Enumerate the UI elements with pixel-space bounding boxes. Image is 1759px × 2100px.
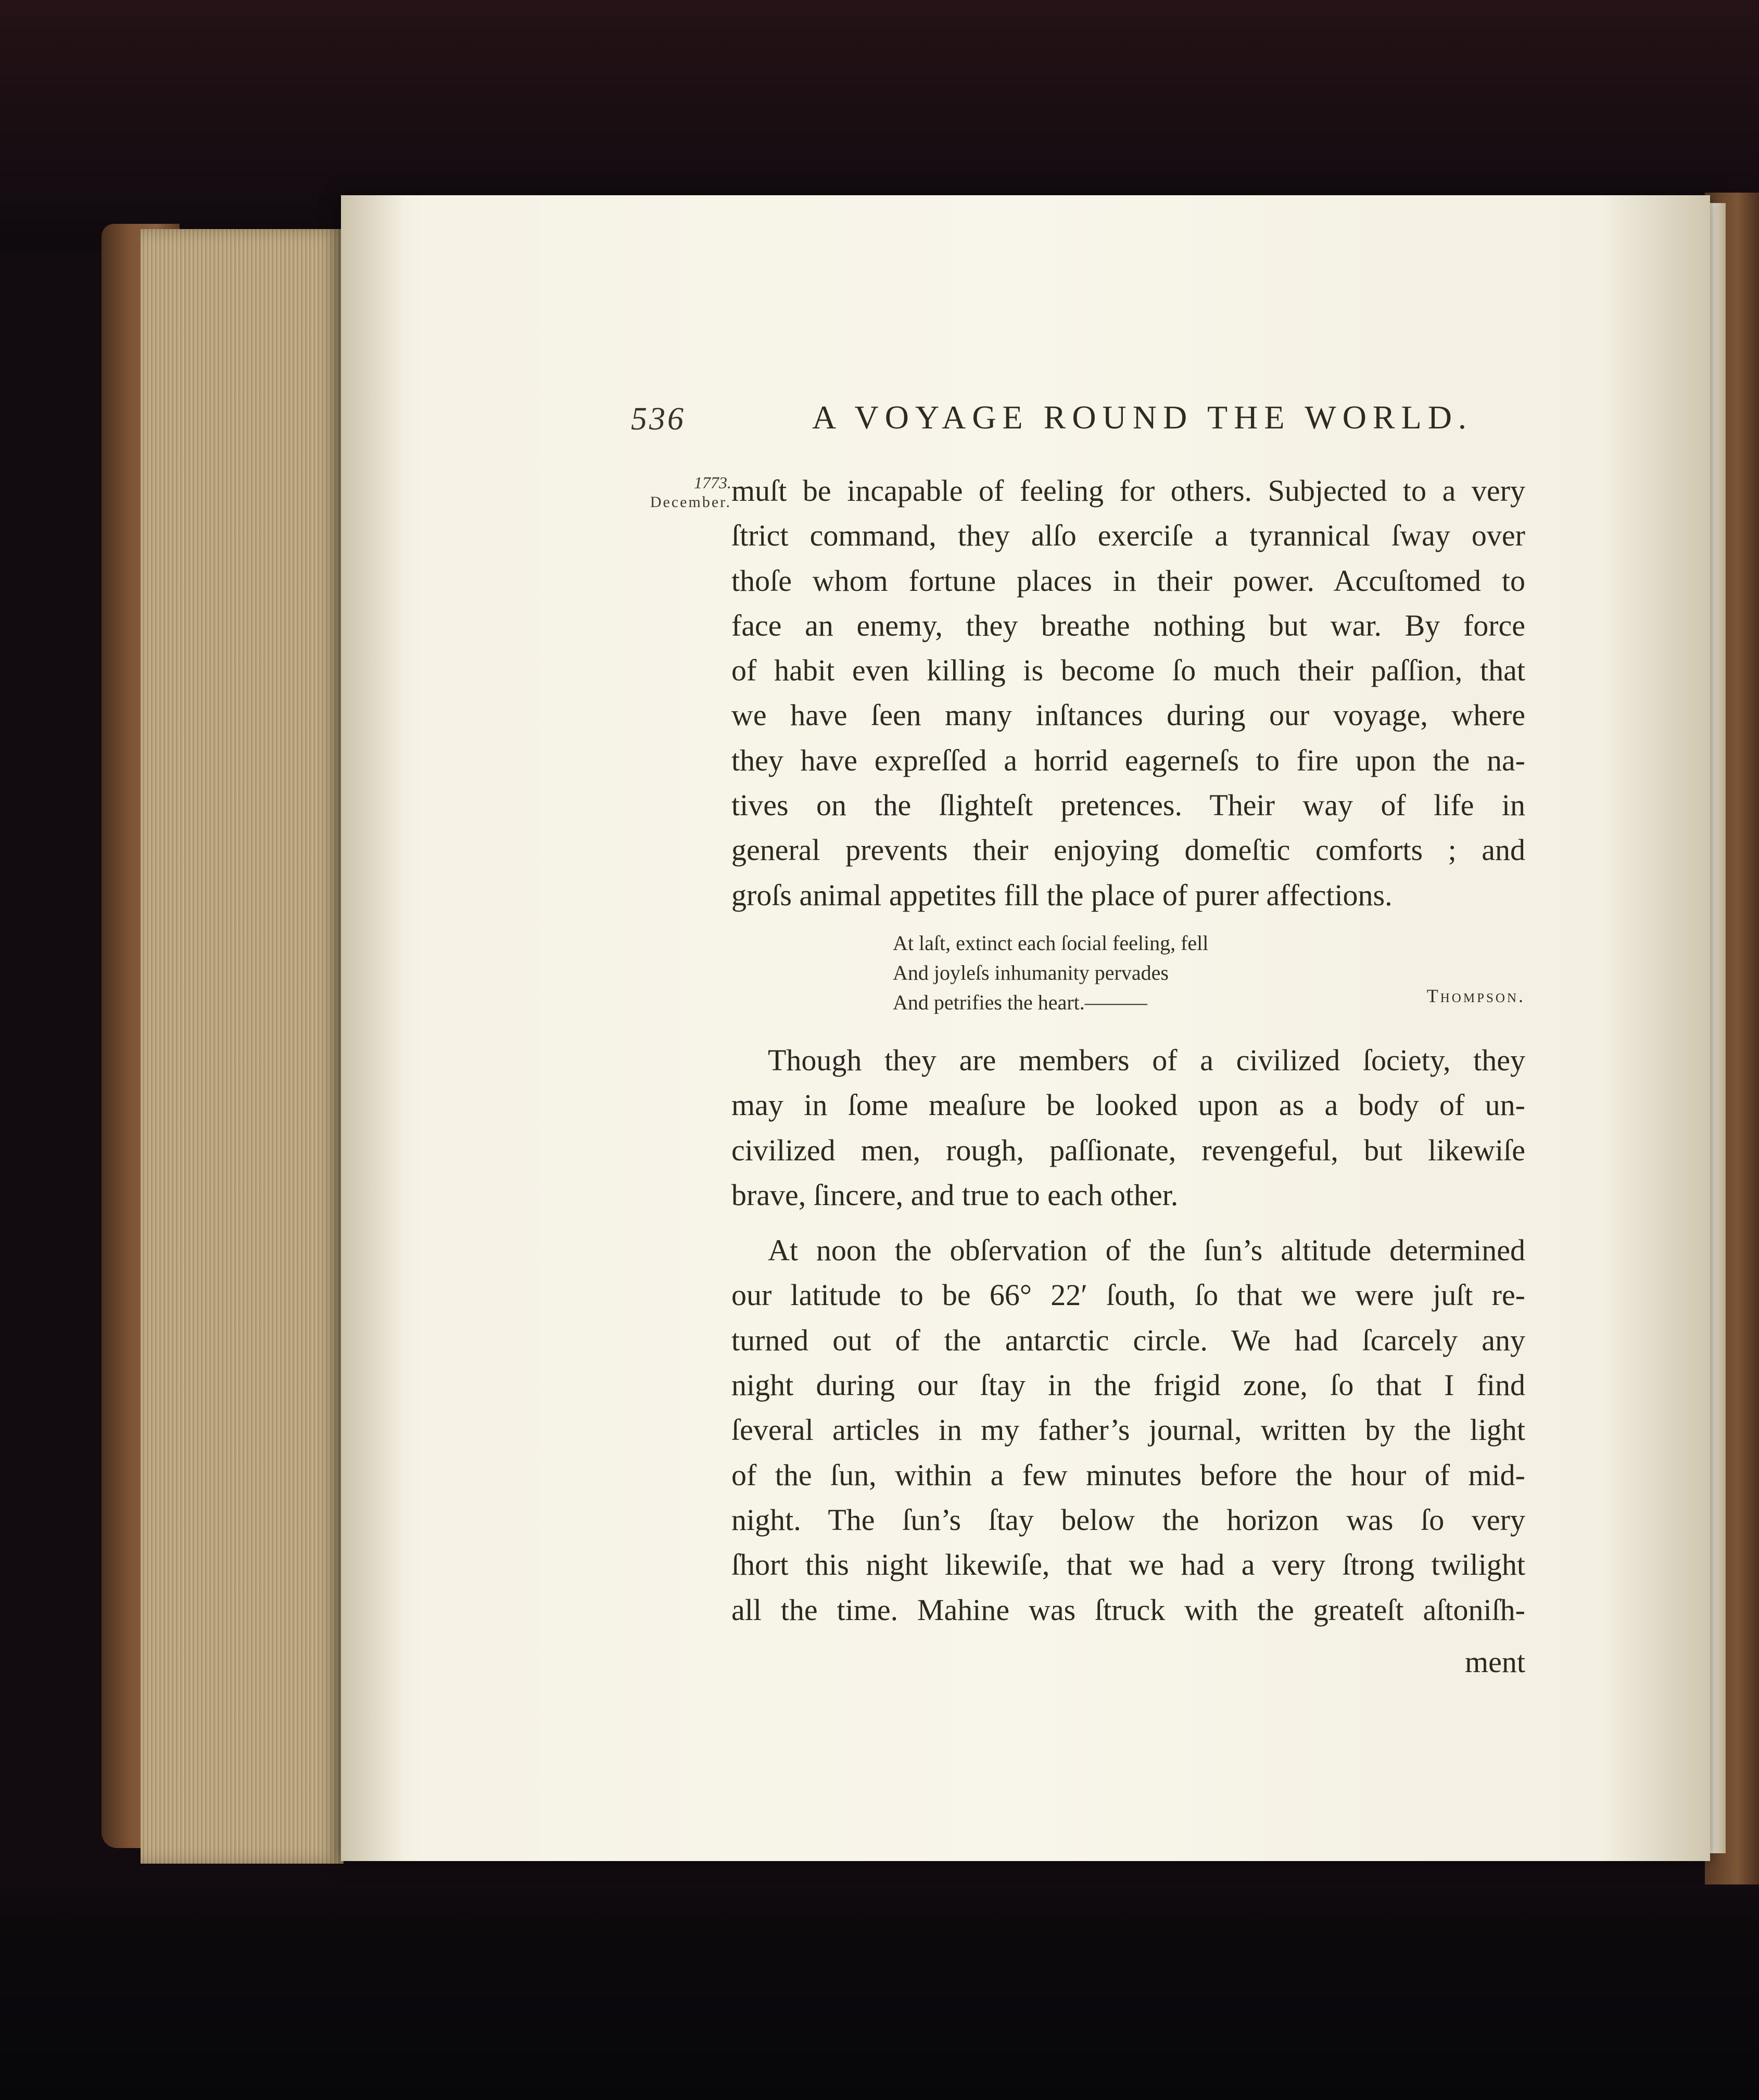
page-stack-edge <box>141 229 344 1864</box>
verse-quote <box>893 918 1525 1038</box>
verse-line: At laſt, extinct each ſocial feeling, fell <box>893 931 1209 955</box>
text-line: Though they are members of a civilized ſociety, they <box>768 1043 1525 1077</box>
text-line: we have ſeen many inſtances during our voyage, where <box>731 698 1525 732</box>
margin-note <box>614 473 731 512</box>
text-line: brave, ſincere, and true to each other. <box>731 1178 1179 1212</box>
text-line: ſeveral articles in my father’s journal, written by the light <box>731 1413 1525 1447</box>
gutter-shade <box>341 195 403 1861</box>
text-line: ſhort this night likewiſe, that we had a very ſtrong twilight <box>731 1548 1525 1582</box>
running-head-title: A VOYAGE ROUND THE WORLD. <box>812 399 1473 436</box>
text-line: face an enemy, they breathe nothing but war. By force <box>731 608 1525 642</box>
margin-month: December. <box>650 494 731 511</box>
text-line: muſt be incapable of feeling for others. Subjected to a very <box>731 474 1525 508</box>
body-text <box>731 469 1525 1685</box>
text-line: civilized men, rough, paſſionate, revengeful, but likewiſe <box>731 1133 1525 1167</box>
verse-line: And joyleſs inhumanity pervades <box>893 960 1169 984</box>
catchword: ment <box>1465 1644 1525 1679</box>
text-line: ſtrict command, they alſo exerciſe a tyrannical ſway over <box>731 518 1525 553</box>
verse-line: And petrifies the heart.——— <box>893 990 1147 1014</box>
text-line: of habit even killing is become ſo much their paſſion, that <box>731 653 1525 688</box>
paragraph-gap <box>731 1218 1525 1228</box>
text-line: night. The ſun’s ſtay below the horizon was ſo very <box>731 1502 1525 1537</box>
text-line: all the time. Mahine was ſtruck with the greateſt aſtoniſh- <box>731 1592 1525 1627</box>
paragraph-1 <box>731 469 1525 918</box>
text-line: our latitude to be 66° 22′ ſouth, ſo that we were juſt re- <box>731 1278 1525 1312</box>
margin-year: 1773. <box>694 473 731 492</box>
paragraph-2 <box>731 1038 1525 1218</box>
text-line: turned out of the antarctic circle. We had ſcarcely any <box>731 1323 1525 1357</box>
text-line: thoſe whom fortune places in their power. Accuſtomed to <box>731 563 1525 598</box>
text-line: At noon the obſervation of the ſun’s altitude determined <box>768 1233 1525 1268</box>
page-number: 536 <box>631 401 686 437</box>
text-line: night during our ſtay in the frigid zone, ſo that I find <box>731 1368 1525 1402</box>
text-line: tives on the ſlighteſt pretences. Their way of life in <box>731 788 1525 823</box>
text-line: general prevents their enjoying domeſtic comforts ; and <box>731 833 1525 867</box>
text-line: they have expreſſed a horrid eagerneſs to fire upon the na- <box>731 743 1525 777</box>
paragraph-3 <box>731 1228 1525 1633</box>
text-line: of the ſun, within a few minutes before the hour of mid- <box>731 1458 1525 1492</box>
quote-attribution: Thompson. <box>1426 985 1525 1006</box>
text-line: groſs animal appetites fill the place of purer affections. <box>731 878 1393 912</box>
background-bottom <box>0 1895 1759 2100</box>
text-line: may in ſome meaſure be looked upon as a body of un- <box>731 1088 1525 1122</box>
